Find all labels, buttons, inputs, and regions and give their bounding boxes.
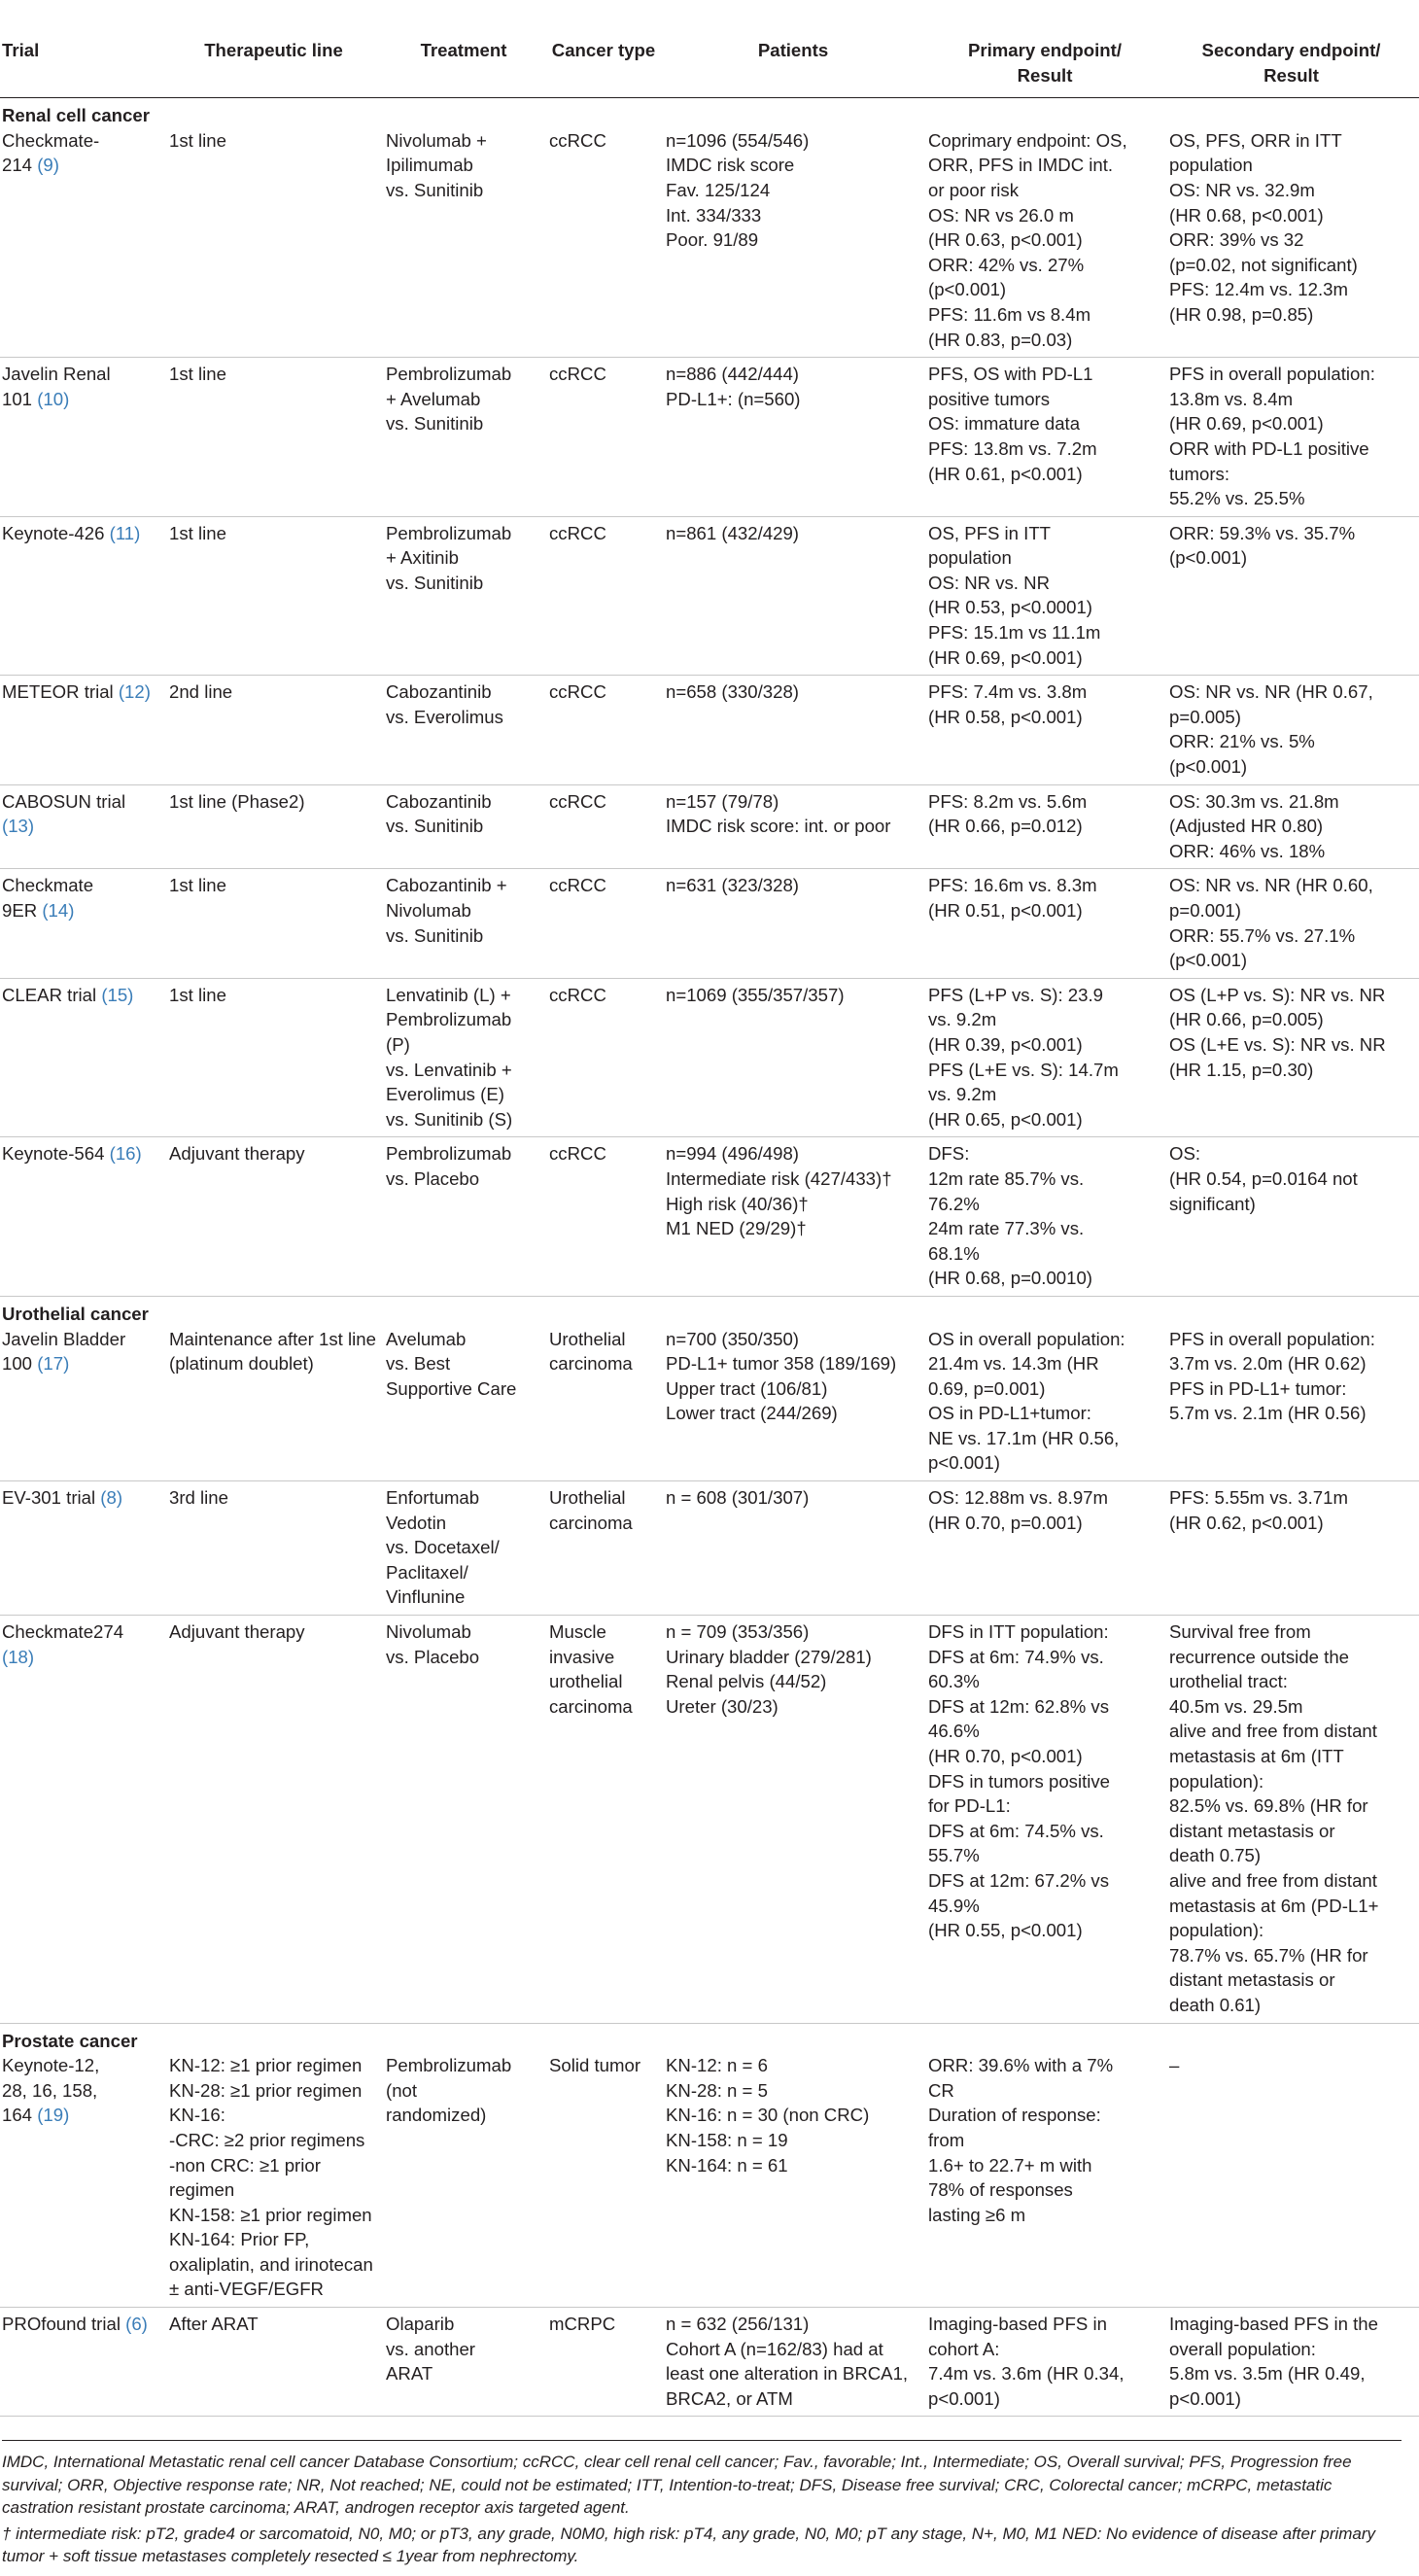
patients-cell: n=157 (79/78) IMDC risk score: int. or poor [664,784,926,869]
cancer-type-cell: Solid tumor [547,2053,664,2307]
table-row [0,784,1419,869]
reference-link[interactable]: (13) [2,816,35,837]
section-row [0,1296,1419,1326]
table-row [0,516,1419,676]
cancer-type-cell: ccRCC [547,784,664,869]
cancer-type-cell: ccRCC [547,128,664,358]
table-row [0,2053,1419,2307]
therapeutic-line-cell: After ARAT [167,2308,384,2417]
trial-cell [0,869,167,978]
reference-link[interactable]: (11) [109,522,141,543]
treatment-cell: Olaparib vs. another ARAT [384,2308,547,2417]
trial-cell [0,676,167,784]
primary-endpoint-cell: OS, PFS in ITT population OS: NR vs. NR (HR 0.53, p<0.0001) PFS: 15.1m vs 11.1m (HR 0.69, p<0.001) [926,516,1167,676]
patients-cell: n=1069 (355/357/357) [664,978,926,1137]
header-row [0,6,1419,98]
treatment-cell: Enfortumab Vedotin vs. Docetaxel/ Paclitaxel/ Vinflunine [384,1481,547,1616]
reference-link[interactable]: (16) [109,1143,142,1165]
cancer-type-cell: ccRCC [547,1137,664,1297]
trial-name: Javelin Bladder 100 [2,1328,126,1375]
treatment-cell: Lenvatinib (L) + Pembrolizumab (P) vs. Lenvatinib + Everolimus (E) vs. Sunitinib (S) [384,978,547,1137]
trial-cell [0,1327,167,1481]
cancer-type-cell: ccRCC [547,516,664,676]
header-cancer-type: Cancer type [547,6,664,98]
secondary-endpoint-cell: PFS in overall population: 3.7m vs. 2.0m (HR 0.62) PFS in PD-L1+ tumor: 5.7m vs. 2.1m (HR 0.56) [1167,1327,1419,1481]
section-row [0,98,1419,128]
reference-link[interactable]: (14) [42,900,75,921]
treatment-cell: Cabozantinib + Nivolumab vs. Sunitinib [384,869,547,978]
section-row [0,2023,1419,2053]
primary-endpoint-cell: PFS (L+P vs. S): 23.9 vs. 9.2m (HR 0.39, p<0.001) PFS (L+E vs. S): 14.7m vs. 9.2m (HR 0.65, p<0.001) [926,978,1167,1137]
header-primary-endpoint: Primary endpoint/ Result [926,6,1167,98]
reference-link[interactable]: (17) [37,1353,70,1375]
table-row [0,1327,1419,1481]
trial-cell [0,128,167,358]
secondary-endpoint-cell: OS, PFS, ORR in ITT population OS: NR vs. 32.9m (HR 0.68, p<0.001) ORR: 39% vs 32 (p=0.02, not significant) PFS: 12.4m vs. 12.3m (HR 0.98, p=0.85) [1167,128,1419,358]
table-row [0,128,1419,358]
primary-endpoint-cell: PFS, OS with PD-L1 positive tumors OS: immature data PFS: 13.8m vs. 7.2m (HR 0.61, p<0.001) [926,358,1167,517]
table-row [0,676,1419,784]
cancer-type-cell: Muscle invasive urothelial carcinoma [547,1616,664,2024]
secondary-endpoint-cell: ORR: 59.3% vs. 35.7% (p<0.001) [1167,516,1419,676]
patients-cell: n=994 (496/498) Intermediate risk (427/433)† High risk (40/36)† M1 NED (29/29)† [664,1137,926,1297]
therapeutic-line-cell: 1st line [167,516,384,676]
primary-endpoint-cell: ORR: 39.6% with a 7% CR Duration of response: from 1.6+ to 22.7+ m with 78% of responses lasting ≥6 m [926,2053,1167,2307]
primary-endpoint-cell: OS: 12.88m vs. 8.97m (HR 0.70, p=0.001) [926,1481,1167,1616]
reference-link[interactable]: (18) [2,1646,35,1667]
header-trial: Trial [0,6,167,98]
therapeutic-line-cell: Maintenance after 1st line (platinum doublet) [167,1327,384,1481]
secondary-endpoint-cell: – [1167,2053,1419,2307]
therapeutic-line-cell: KN-12: ≥1 prior regimen KN-28: ≥1 prior regimen KN-16: -CRC: ≥2 prior regimens -non CRC: ≥1 prior regimen KN-158: ≥1 prior regimen KN-164: Prior FP, oxaliplatin, and irinotecan ± anti-VEGF/EGFR [167,2053,384,2307]
primary-endpoint-cell: PFS: 8.2m vs. 5.6m (HR 0.66, p=0.012) [926,784,1167,869]
treatment-cell: Cabozantinib vs. Sunitinib [384,784,547,869]
cancer-type-cell: ccRCC [547,869,664,978]
therapeutic-line-cell: 2nd line [167,676,384,784]
treatment-cell: Pembrolizumab (not randomized) [384,2053,547,2307]
table-body [0,98,1419,2417]
primary-endpoint-cell: Imaging-based PFS in cohort A: 7.4m vs. 3.6m (HR 0.34, p<0.001) [926,2308,1167,2417]
table-header [0,6,1419,98]
dagger-note: † intermediate risk: pT2, grade4 or sarcomatoid, N0, M0; or pT3, any grade, N0M0, high risk: pT4, any grade, N0, M0; pT any stage, N+, M0, M1 NED: No evidence of disease after primary tumor + soft tissue metastases completely resected ≤ 1year from nephrectomy. [2,2524,1376,2566]
trial-name: Javelin Renal 101 [2,364,111,409]
patients-cell: n=700 (350/350) PD-L1+ tumor 358 (189/169) Upper tract (106/81) Lower tract (244/269) [664,1327,926,1481]
treatment-cell: Cabozantinib vs. Everolimus [384,676,547,784]
secondary-endpoint-cell: OS (L+P vs. S): NR vs. NR (HR 0.66, p=0.005) OS (L+E vs. S): NR vs. NR (HR 1.15, p=0.30) [1167,978,1419,1137]
primary-endpoint-cell: Coprimary endpoint: OS, ORR, PFS in IMDC int. or poor risk OS: NR vs 26.0 m (HR 0.63, p<0.001) ORR: 42% vs. 27% (p<0.001) PFS: 11.6m vs 8.4m (HR 0.83, p=0.03) [926,128,1167,358]
secondary-endpoint-cell: OS: 30.3m vs. 21.8m (Adjusted HR 0.80) ORR: 46% vs. 18% [1167,784,1419,869]
therapeutic-line-cell: Adjuvant therapy [167,1137,384,1297]
patients-cell: n=1096 (554/546) IMDC risk score Fav. 125/124 Int. 334/333 Poor. 91/89 [664,128,926,358]
patients-cell: n=658 (330/328) [664,676,926,784]
secondary-endpoint-cell: OS: NR vs. NR (HR 0.67, p=0.005) ORR: 21% vs. 5% (p<0.001) [1167,676,1419,784]
reference-link[interactable]: (12) [118,681,151,703]
reference-link[interactable]: (15) [101,984,134,1005]
table-footnotes [2,2440,1402,2571]
section-title: Urothelial cancer [2,1303,149,1324]
header-secondary-endpoint: Secondary endpoint/ Result [1167,6,1419,98]
reference-link[interactable]: (6) [125,2314,148,2335]
header-therapeutic-line: Therapeutic line [167,6,384,98]
reference-link[interactable]: (10) [37,388,70,409]
secondary-endpoint-cell: PFS: 5.55m vs. 3.71m (HR 0.62, p<0.001) [1167,1481,1419,1616]
therapeutic-line-cell: Adjuvant therapy [167,1616,384,2024]
trial-cell [0,1137,167,1297]
trial-name: EV-301 trial [2,1487,96,1509]
trial-name: METEOR trial [2,681,114,703]
primary-endpoint-cell: DFS: 12m rate 85.7% vs. 76.2% 24m rate 77.3% vs. 68.1% (HR 0.68, p=0.0010) [926,1137,1167,1297]
primary-endpoint-cell: PFS: 7.4m vs. 3.8m (HR 0.58, p<0.001) [926,676,1167,784]
therapeutic-line-cell: 1st line [167,869,384,978]
trial-cell [0,2053,167,2307]
treatment-cell: Pembrolizumab vs. Placebo [384,1137,547,1297]
therapeutic-line-cell: 1st line [167,128,384,358]
table-row [0,1616,1419,2024]
treatment-cell: Pembrolizumab + Axitinib vs. Sunitinib [384,516,547,676]
treatment-cell: Nivolumab + Ipilimumab vs. Sunitinib [384,128,547,358]
patients-cell: n=886 (442/444) PD-L1+: (n=560) [664,358,926,517]
primary-endpoint-cell: OS in overall population: 21.4m vs. 14.3m (HR 0.69, p=0.001) OS in PD-L1+tumor: NE vs. 17.1m (HR 0.56, p<0.001) [926,1327,1167,1481]
treatment-cell: Pembrolizumab + Avelumab vs. Sunitinib [384,358,547,517]
treatment-cell: Nivolumab vs. Placebo [384,1616,547,2024]
trial-name: Keynote-564 [2,1143,105,1165]
patients-cell: n = 632 (256/131) Cohort A (n=162/83) had at least one alteration in BRCA1, BRCA2, or ATM [664,2308,926,2417]
table-row [0,978,1419,1137]
therapeutic-line-cell: 3rd line [167,1481,384,1616]
primary-endpoint-cell: PFS: 16.6m vs. 8.3m (HR 0.51, p<0.001) [926,869,1167,978]
patients-cell: n=631 (323/328) [664,869,926,978]
section-title: Renal cell cancer [2,105,150,126]
table-row [0,869,1419,978]
trial-cell [0,784,167,869]
secondary-endpoint-cell: OS: NR vs. NR (HR 0.60, p=0.001) ORR: 55.7% vs. 27.1% (p<0.001) [1167,869,1419,978]
table-row [0,2308,1419,2417]
cancer-type-cell: ccRCC [547,676,664,784]
trial-name: Checkmate- 214 [2,129,100,176]
trials-table [0,6,1419,2417]
table-row [0,1481,1419,1616]
secondary-endpoint-cell: PFS in overall population: 13.8m vs. 8.4m (HR 0.69, p<0.001) ORR with PD-L1 positive tumors: 55.2% vs. 25.5% [1167,358,1419,517]
trial-name: Keynote-12, 28, 16, 158, 164 [2,2055,100,2126]
trial-cell [0,978,167,1137]
secondary-endpoint-cell: Survival free from recurrence outside the urothelial tract: 40.5m vs. 29.5m alive and free from distant metastasis at 6m (ITT population): 82.5% vs. 69.8% (HR for distant metastasis or death 0.75) alive and free from distant metastasis at 6m (PD-L1+ population): 78.7% vs. 65.7% (HR for distant metastasis or death 0.61) [1167,1616,1419,2024]
cancer-type-cell: ccRCC [547,978,664,1137]
secondary-endpoint-cell: OS: (HR 0.54, p=0.0164 not significant) [1167,1137,1419,1297]
table-row [0,358,1419,517]
header-patients: Patients [664,6,926,98]
trial-name: Checkmate 9ER [2,875,94,921]
therapeutic-line-cell: 1st line [167,978,384,1137]
trial-cell [0,2308,167,2417]
trial-name: CABOSUN trial [2,790,126,812]
cancer-type-cell: Urothelial carcinoma [547,1481,664,1616]
secondary-endpoint-cell: Imaging-based PFS in the overall population: 5.8m vs. 3.5m (HR 0.49, p<0.001) [1167,2308,1419,2417]
trial-cell [0,516,167,676]
cancer-type-cell: ccRCC [547,358,664,517]
reference-link[interactable]: (9) [37,155,59,176]
abbreviations-note: IMDC, International Metastatic renal cell cancer Database Consortium; ccRCC, clear cell renal cell cancer; Fav., favorable; Int., Intermediate; OS, Overall survival; PFS, Progression free survival; ORR, Objective response rate; NR, Not reached; NE, could not be estimated; ITT, Intention-to-treat; DFS, Disease free survival; CRC, Colorectal cancer; mCRPC, metastatic castration resistant prostate carcinoma; ARAT, androgen receptor axis targeted agent. [2,2453,1352,2518]
trial-cell [0,1481,167,1616]
therapeutic-line-cell: 1st line [167,358,384,517]
cancer-type-cell: Urothelial carcinoma [547,1327,664,1481]
header-treatment: Treatment [384,6,547,98]
cancer-type-cell: mCRPC [547,2308,664,2417]
patients-cell: n=861 (432/429) [664,516,926,676]
trial-name: CLEAR trial [2,984,97,1005]
trial-name: Keynote-426 [2,522,105,543]
reference-link[interactable]: (8) [100,1487,123,1509]
table-row [0,1137,1419,1297]
treatment-cell: Avelumab vs. Best Supportive Care [384,1327,547,1481]
section-title: Prostate cancer [2,2030,138,2051]
therapeutic-line-cell: 1st line (Phase2) [167,784,384,869]
trial-cell [0,1616,167,2024]
trial-name: Checkmate274 [2,1621,124,1643]
trial-cell [0,358,167,517]
patients-cell: KN-12: n = 6 KN-28: n = 5 KN-16: n = 30 (non CRC) KN-158: n = 19 KN-164: n = 61 [664,2053,926,2307]
patients-cell: n = 608 (301/307) [664,1481,926,1616]
patients-cell: n = 709 (353/356) Urinary bladder (279/281) Renal pelvis (44/52) Ureter (30/23) [664,1616,926,2024]
trial-name: PROfound trial [2,2314,121,2335]
reference-link[interactable]: (19) [37,2105,70,2126]
primary-endpoint-cell: DFS in ITT population: DFS at 6m: 74.9% vs. 60.3% DFS at 12m: 62.8% vs 46.6% (HR 0.70, p<0.001) DFS in tumors positive for PD-L1: DFS at 6m: 74.5% vs. 55.7% DFS at 12m: 67.2% vs 45.9% (HR 0.55, p<0.001) [926,1616,1167,2024]
